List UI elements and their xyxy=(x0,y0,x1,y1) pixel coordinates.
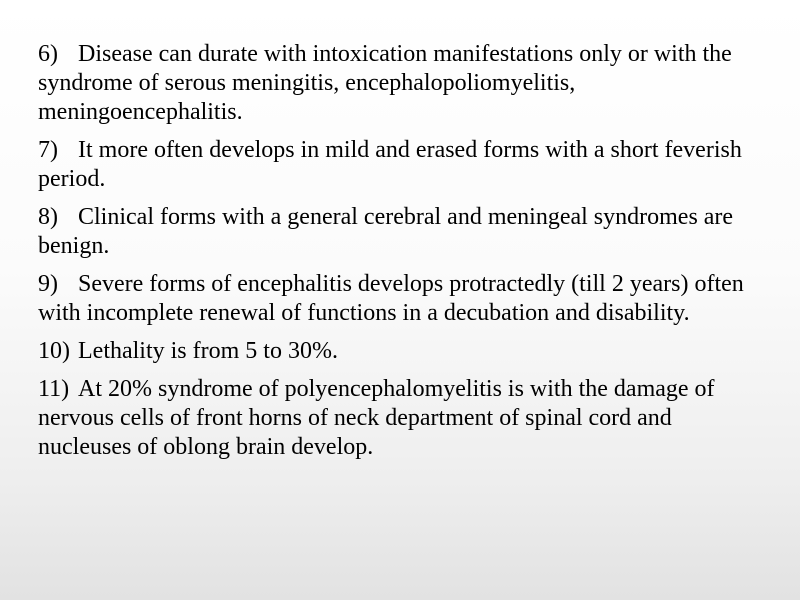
list-item-8 xyxy=(38,203,758,261)
item-text: Clinical forms with a general cerebral and meningeal syndromes are benign. xyxy=(38,204,734,259)
item-number: 6) xyxy=(38,41,58,67)
list-item-10 xyxy=(38,337,758,366)
item-number: 7) xyxy=(38,137,58,163)
slide-content xyxy=(38,40,758,471)
item-number: 11) xyxy=(38,376,70,402)
item-text: At 20% syndrome of polyencephalomyelitis is with the damage of nervous cells of front horns of neck department of spinal cord and nucleuses of oblong brain develop. xyxy=(38,376,715,460)
item-text: It more often develops in mild and erased forms with a short feverish period. xyxy=(38,137,742,192)
item-text: Disease can durate with intoxication manifestations only or with the syndrome of serous meningitis, encephalopoliomyelitis, meningoencephalitis. xyxy=(38,41,732,125)
list-item-9 xyxy=(38,270,758,328)
item-number: 9) xyxy=(38,271,58,297)
list-item-11 xyxy=(38,375,758,462)
item-text: Severe forms of encephalitis develops protractedly (till 2 years) often with incomplete renewal of functions in a decubation and disability. xyxy=(38,271,744,326)
item-number: 10) xyxy=(38,338,70,364)
list-item-6 xyxy=(38,40,758,127)
item-number: 8) xyxy=(38,204,58,230)
list-item-7 xyxy=(38,136,758,194)
item-text: Lethality is from 5 to 30%. xyxy=(78,338,338,364)
